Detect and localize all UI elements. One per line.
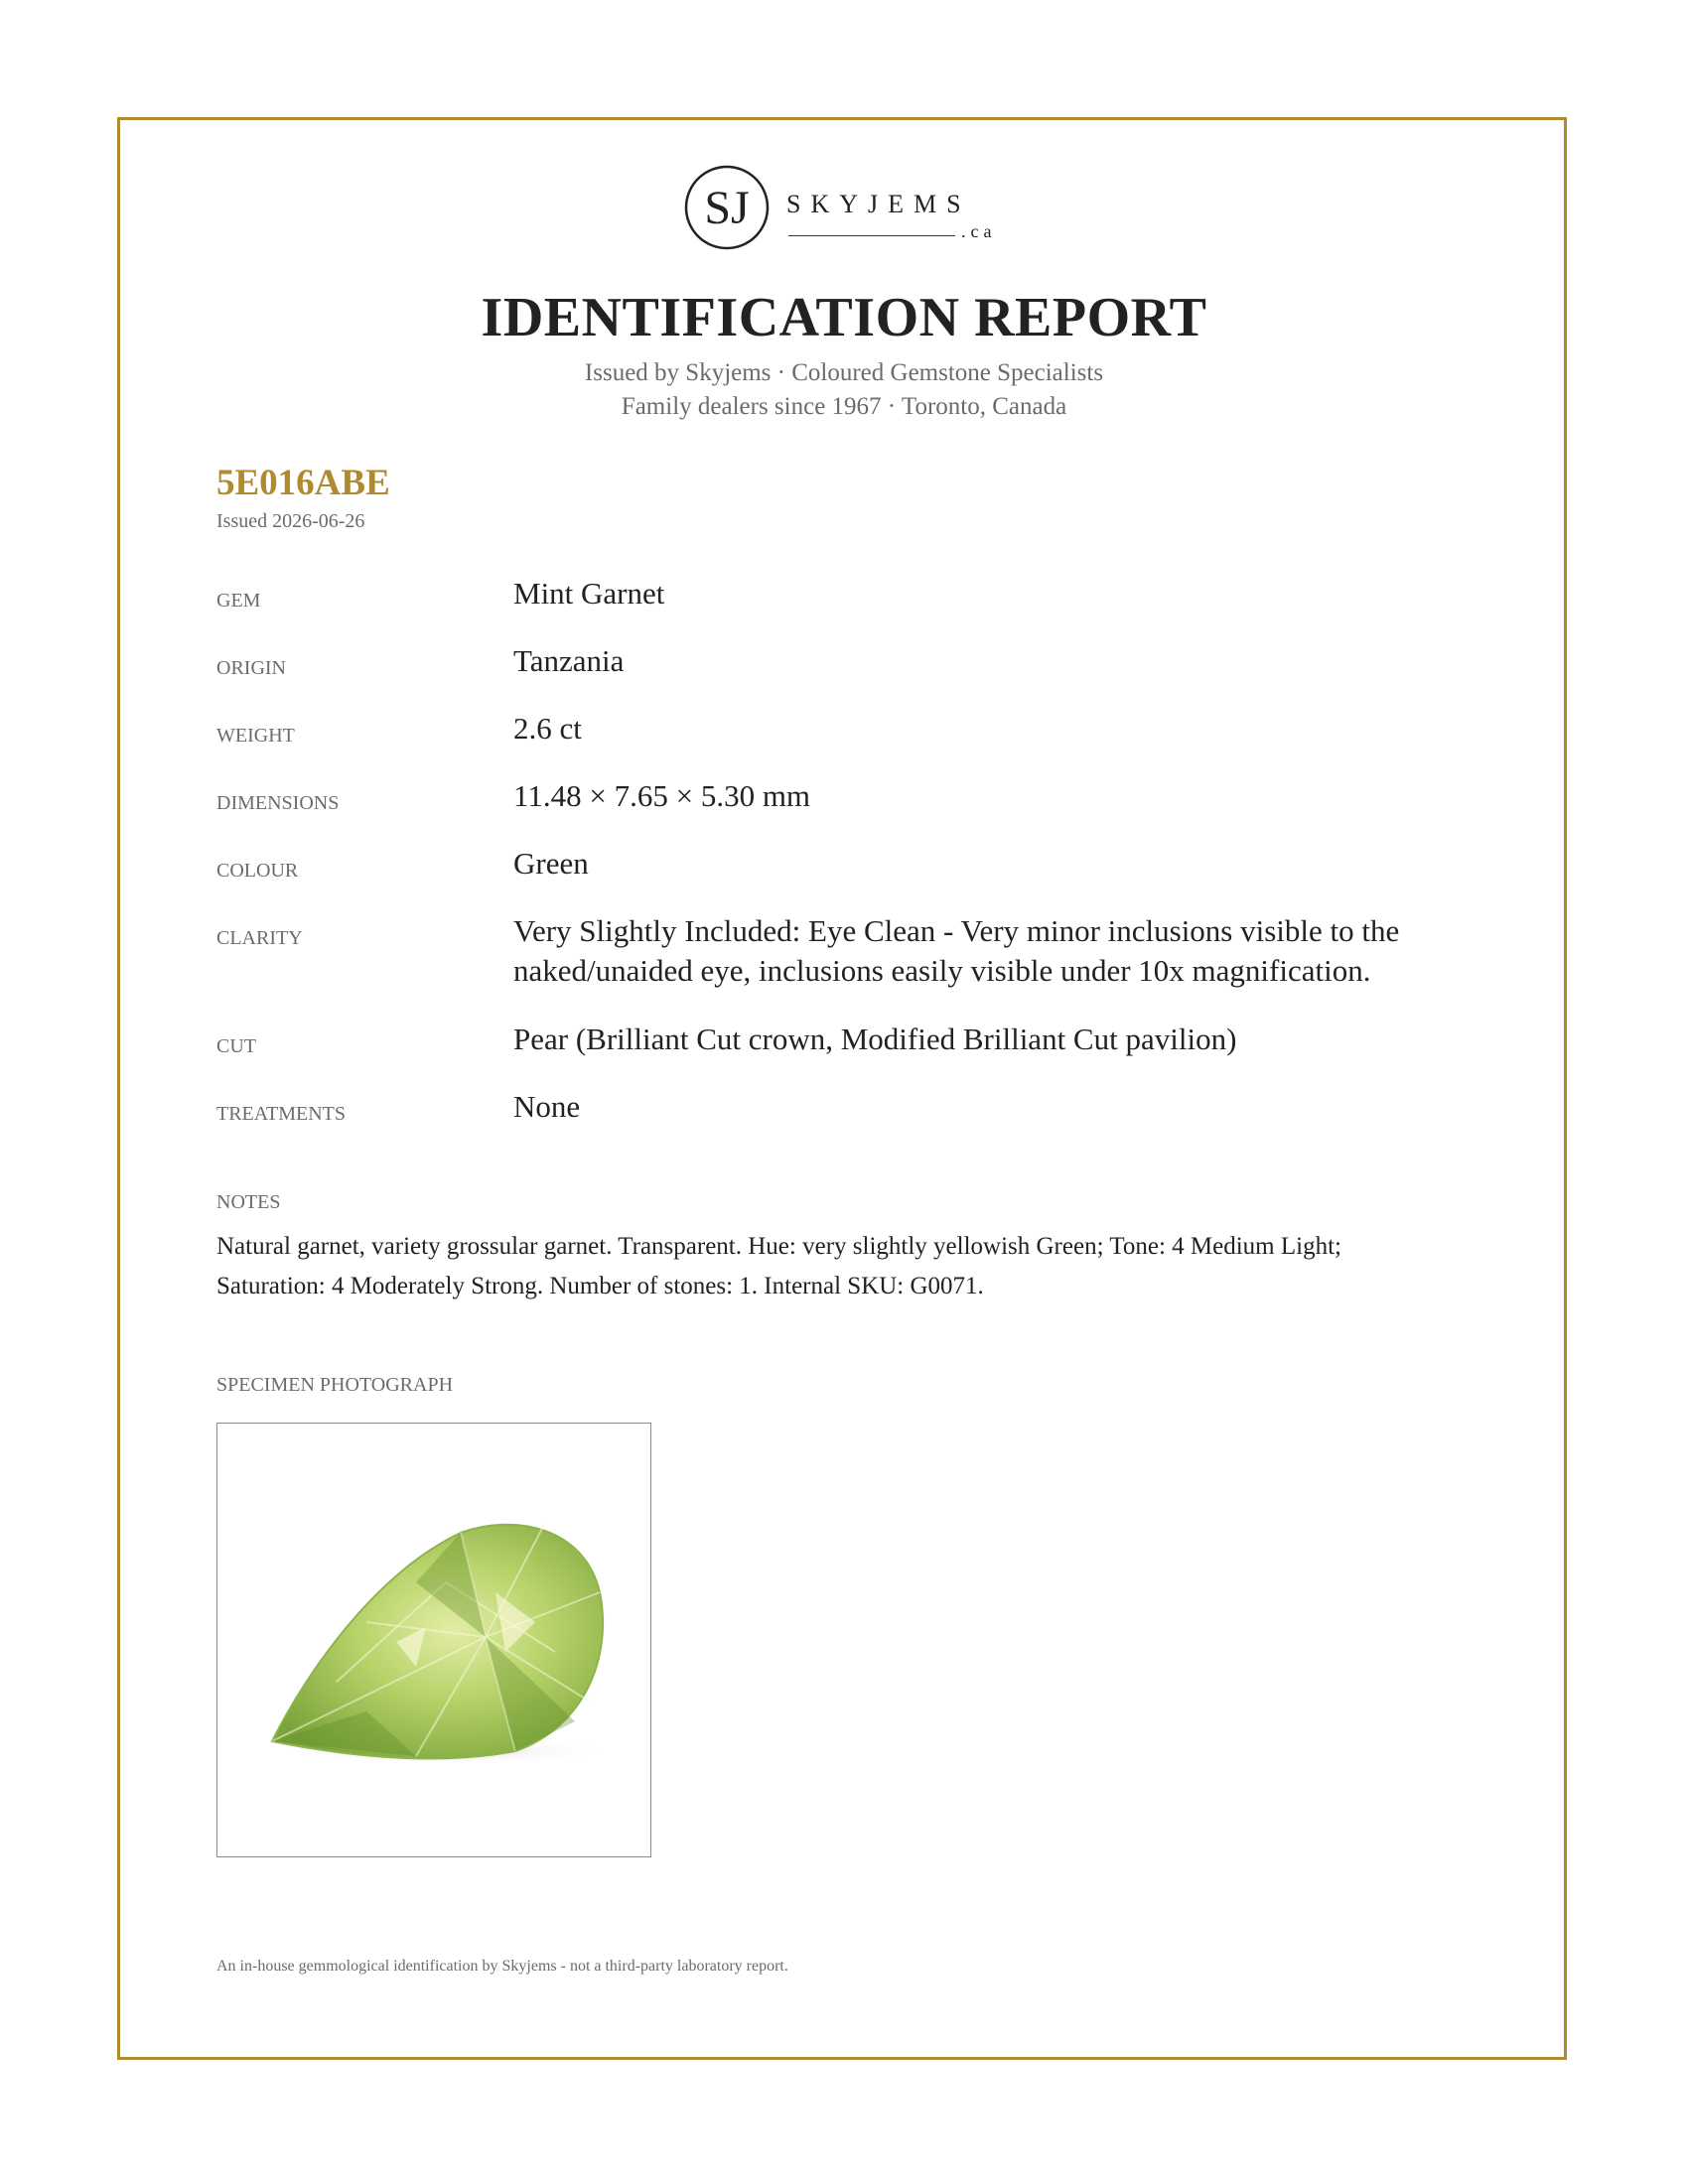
report-id: 5E016ABE [216, 463, 390, 503]
report-title: IDENTIFICATION REPORT [481, 287, 1207, 348]
issued-date: Issued 2026-06-26 [216, 510, 365, 532]
field-value-treatments: None [513, 1089, 581, 1124]
logo-tld: .ca [961, 221, 997, 241]
report-subtitle-line1: Issued by Skyjems · Coloured Gemstone Specialists [584, 359, 1104, 386]
monogram-logo-icon [683, 164, 771, 251]
field-label-gem: GEM [216, 590, 261, 612]
field-value-dimensions: 11.48 × 7.65 × 5.30 mm [513, 778, 811, 813]
notes-label: NOTES [216, 1191, 281, 1213]
field-value-origin: Tanzania [513, 643, 625, 678]
field-label-dimensions: DIMENSIONS [216, 792, 340, 814]
footer-disclaimer: An in-house gemmological identification by Skyjems - not a third-party laboratory report. [216, 1958, 788, 1975]
photo-label: SPECIMEN PHOTOGRAPH [216, 1374, 454, 1396]
field-label-cut: CUT [216, 1035, 256, 1057]
skyjems-logo [683, 164, 1021, 263]
notes-text: Natural garnet, variety grossular garnet. Transparent. Hue: very slightly yellowish Green; Tone: 4 Medium Light; Saturation: 4 Moderately Strong. Number of stones: 1. Internal SKU: G0071. [216, 1233, 1341, 1299]
field-label-weight: WEIGHT [216, 725, 295, 747]
logo-wordmark: SKYJEMS [786, 190, 971, 218]
field-label-treatments: TREATMENTS [216, 1103, 346, 1125]
field-value-gem: Mint Garnet [513, 576, 665, 611]
svg-text:SJ: SJ [704, 182, 750, 234]
field-label-origin: ORIGIN [216, 657, 286, 679]
field-label-colour: COLOUR [216, 860, 299, 882]
field-label-clarity: CLARITY [216, 927, 303, 949]
field-value-clarity: Very Slightly Included: Eye Clean - Very minor inclusions visible to the naked/unaided eye, inclusions easily visible under 10x magnification. [513, 913, 1400, 988]
logo-divider [788, 235, 955, 236]
report-subtitle-line2: Family dealers since 1967 · Toronto, Canada [621, 393, 1067, 420]
field-value-weight: 2.6 ct [513, 711, 582, 746]
field-value-cut: Pear (Brilliant Cut crown, Modified Brilliant Cut pavilion) [513, 1022, 1237, 1056]
pear-gemstone-image [217, 1424, 650, 1856]
field-value-colour: Green [513, 846, 589, 881]
specimen-photograph [216, 1423, 651, 1857]
